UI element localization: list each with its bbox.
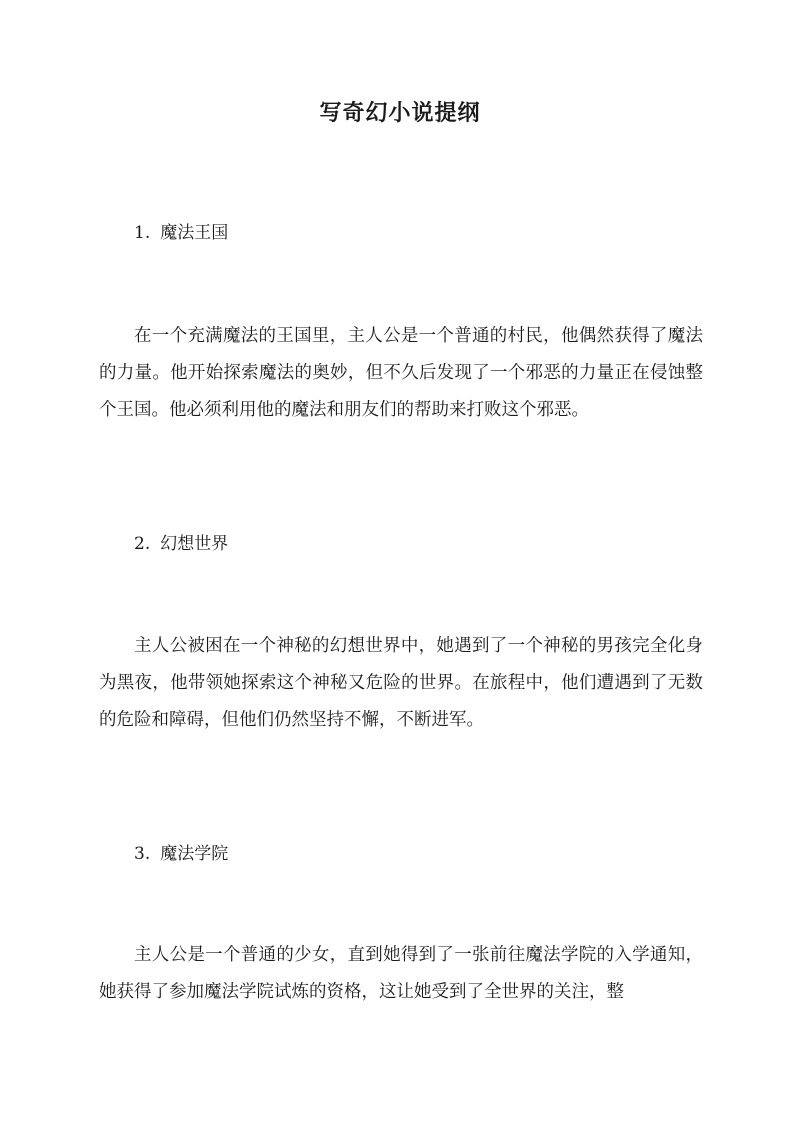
section-number: 3. [134, 844, 151, 864]
section-body-1: 在一个充满魔法的王国里，主人公是一个普通的村民，他偶然获得了魔法的力量。他开始探索魔法的奥妙，但不久后发现了一个邪恶的力量正在侵蚀整个王国。他必须利用他的魔法和朋友们的帮助来打败这个邪恶。 [99, 326, 703, 420]
section-number: 1. [134, 223, 151, 243]
section-heading-text: 幻想世界 [160, 534, 229, 554]
section-heading-text: 魔法学院 [160, 844, 229, 864]
section-heading-text: 魔法王国 [160, 223, 229, 243]
section-heading-1 [134, 218, 228, 243]
section-heading-2 [134, 529, 228, 554]
section-body-2: 主人公被困在一个神秘的幻想世界中，她遇到了一个神秘的男孩完全化身为黑夜，他带领她探索这个神秘又危险的世界。在旅程中，他们遭遇到了无数的危险和障碍，但他们仍然坚持不懈，不断进军。 [99, 636, 703, 730]
section-body-3: 主人公是一个普通的少女，直到她得到了一张前往魔法学院的入学通知，她获得了参加魔法学院试炼的资格，这让她受到了全世界的关注，整 [99, 945, 703, 1002]
section-heading-3 [134, 839, 228, 864]
section-number: 2. [134, 534, 151, 554]
document-title: 写奇幻小说提纲 [319, 100, 481, 126]
